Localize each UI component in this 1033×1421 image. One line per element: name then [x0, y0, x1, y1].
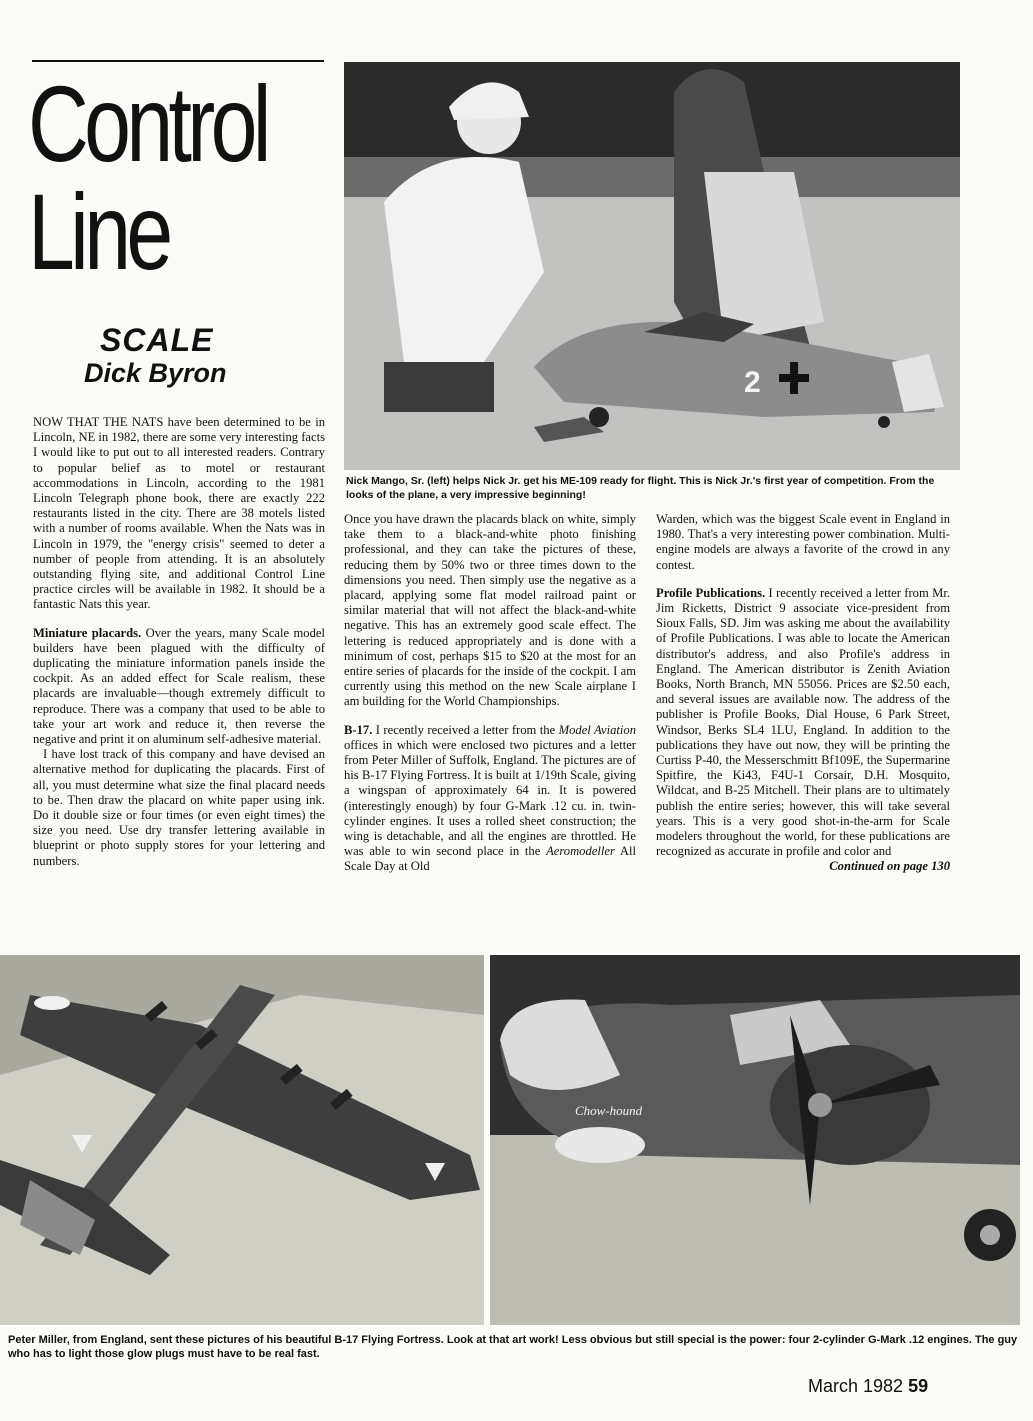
paragraph-placard-process: Once you have drawn the placards black on white, simply take them to a black-and-white photo finishing professional, and they can take the pictures of these, reducing them by 50% two or three times down to the dimensions you need. Then simply use the negative as a placard, applying some flat model railroad paint or similar material that will not affect the black-and-white negative. This has an extremely good scale effect. The lettering is reduced appropriately and is done with a minimum of cost, perhaps $15 to $20 at the most for an entire series of placards for the inside of the cockpit. I am currently using this method on the new Scale airplane I am building for the World Championships. [344, 512, 636, 709]
b17-text-b: offices in which were enclosed two pictures and a letter from Peter Miller of Suffolk, England. The pictures are of his B-17 Flying Fortress. It is built at 1/19th Scale, giving a wingspan of approximately 64 in. It is powered (interestingly enough) by four G-Mark .12 cu. in. twin-cylinder engines. It uses a rolled sheet construction; the wing is detachable, and all the engines are throttled. He was able to win second place in the [344, 737, 636, 859]
svg-text:Chow-hound: Chow-hound [575, 1103, 643, 1118]
author-byline: Dick Byron [84, 358, 227, 388]
text-column-3 [656, 512, 950, 875]
magazine-name-model-aviation: Model Aviation [558, 722, 636, 737]
paragraph-method: I have lost track of this company and have devised an alternative method for duplicating the placards. First of all, you must determine what size the final placard needs to be. Then draw the placard on white paper using ink. Do it double size or four times (or even eight times) the size you need. Use dry transfer lettering available in blueprint or photo supply stores for your lettering and numbers. [33, 747, 325, 868]
profile-heading: Profile Publications. [656, 585, 766, 600]
title-line-1: Control [28, 63, 267, 184]
placards-heading: Miniature placards. [33, 625, 142, 640]
continued-note: Continued on page 130 [829, 859, 950, 874]
b17-text-a: I recently received a letter from the [372, 722, 559, 737]
paragraph-placards [33, 626, 325, 748]
paragraph-b17 [344, 723, 636, 875]
svg-text:2: 2 [744, 366, 761, 399]
b17-heading: B-17. [344, 722, 373, 737]
header-rule [32, 60, 324, 62]
paragraph-intro [33, 415, 325, 613]
page-number: 59 [908, 1376, 929, 1396]
placards-text: Over the years, many Scale model builders have been plagued with the difficulty of duplicating the miniature information panels inside the cockpit. As an added effect for Scale realism, these placards are invaluable—though extremely difficult to reproduce. There was a company that used to be able to take your art work and reduce it, then reverse the negative and print it on aluminum self-adhesive material. [33, 625, 325, 747]
text-column-1 [33, 415, 325, 869]
bottom-photo-caption: Peter Miller, from England, sent these pictures of his beautiful B-17 Flying Fortress. Look at that art work! Less obvious but still special is the power: four 2-cylinder G-Mark .12 engines. The guy who has to light those glow plugs must have to be real fast. [8, 1334, 1018, 1360]
b17-text-c: All Scale Day at Old [344, 844, 637, 874]
profile-text: I recently received a letter from Mr. Jim Ricketts, District 9 associate vice-president from Sioux Falls, SD. Jim was asking me about the availability of Profile Publications. I was able to locate the American distributor's address, and also Profile's address in England. The American distributor is Zenith Aviation Books, North Branch, MN 55056. Prices are $2.50 each, and several issues are available now. The address of the publisher is Profile Books, Dial House, 6 Park Street, Windsor, Berks SL4 1LU, England. In addition to the publications they have out now, they will be printing the Curtiss P-40, the Messerschmitt Bf109E, the Supermarine Spitfire, the Ki43, F4U-1 Corsair, D.H. Mosquito, Wildcat, and B-25 Mitchell. Their plans are to ultimately publish the entire series; however, this will take several years. This is a very good shot-in-the-arm for Scale modelers throughout the world, for these publications are recognized as accurate in profile and color and [656, 585, 951, 859]
title-line-2: Line [28, 171, 169, 292]
paragraph-profile-publications [656, 586, 950, 860]
article-title [28, 63, 267, 292]
photo-me109-preflight [344, 62, 960, 470]
top-photo-caption: Nick Mango, Sr. (left) helps Nick Jr. get his ME-109 ready for flight. This is Nick Jr.'s first year of competition. From the looks of the plane, a very impressive beginning! [346, 475, 935, 501]
photo-b17-top-view [0, 955, 484, 1325]
issue-date: March 1982 [808, 1376, 904, 1396]
section-kicker: SCALE [100, 322, 214, 358]
magazine-name-aeromodeller: Aeromodeller [546, 844, 615, 859]
intro-lead: NOW THAT THE NATS [33, 415, 164, 429]
text-column-2 [344, 512, 636, 875]
intro-text: have been determined to be in Lincoln, NE in 1982, there are some very interesting facts I would like to put out to all interested readers. Contrary to popular belief as to motel or restaurant accommodations in Lincoln, according to the 1981 Lincoln Telegraph phone book, there are exactly 222 restaurants listed in the city. There are 38 motels listed with a number of rooms available. When the Nats was in Lincoln in 1979, the "energy crisis" seemed to deter a number of people from attending. It is an absolutely outstanding flying site, and additional Control Line practice circles will be available in 1982. It should be a fantastic Nats this year. [33, 415, 326, 612]
photo-b17-nose-closeup [490, 955, 1020, 1325]
page-footer [808, 1376, 928, 1397]
paragraph-old-warden: Warden, which was the biggest Scale event in England in 1980. That's a very interesting power combination. Multi-engine models are always a favorite of the crowd in any contest. [656, 512, 950, 572]
